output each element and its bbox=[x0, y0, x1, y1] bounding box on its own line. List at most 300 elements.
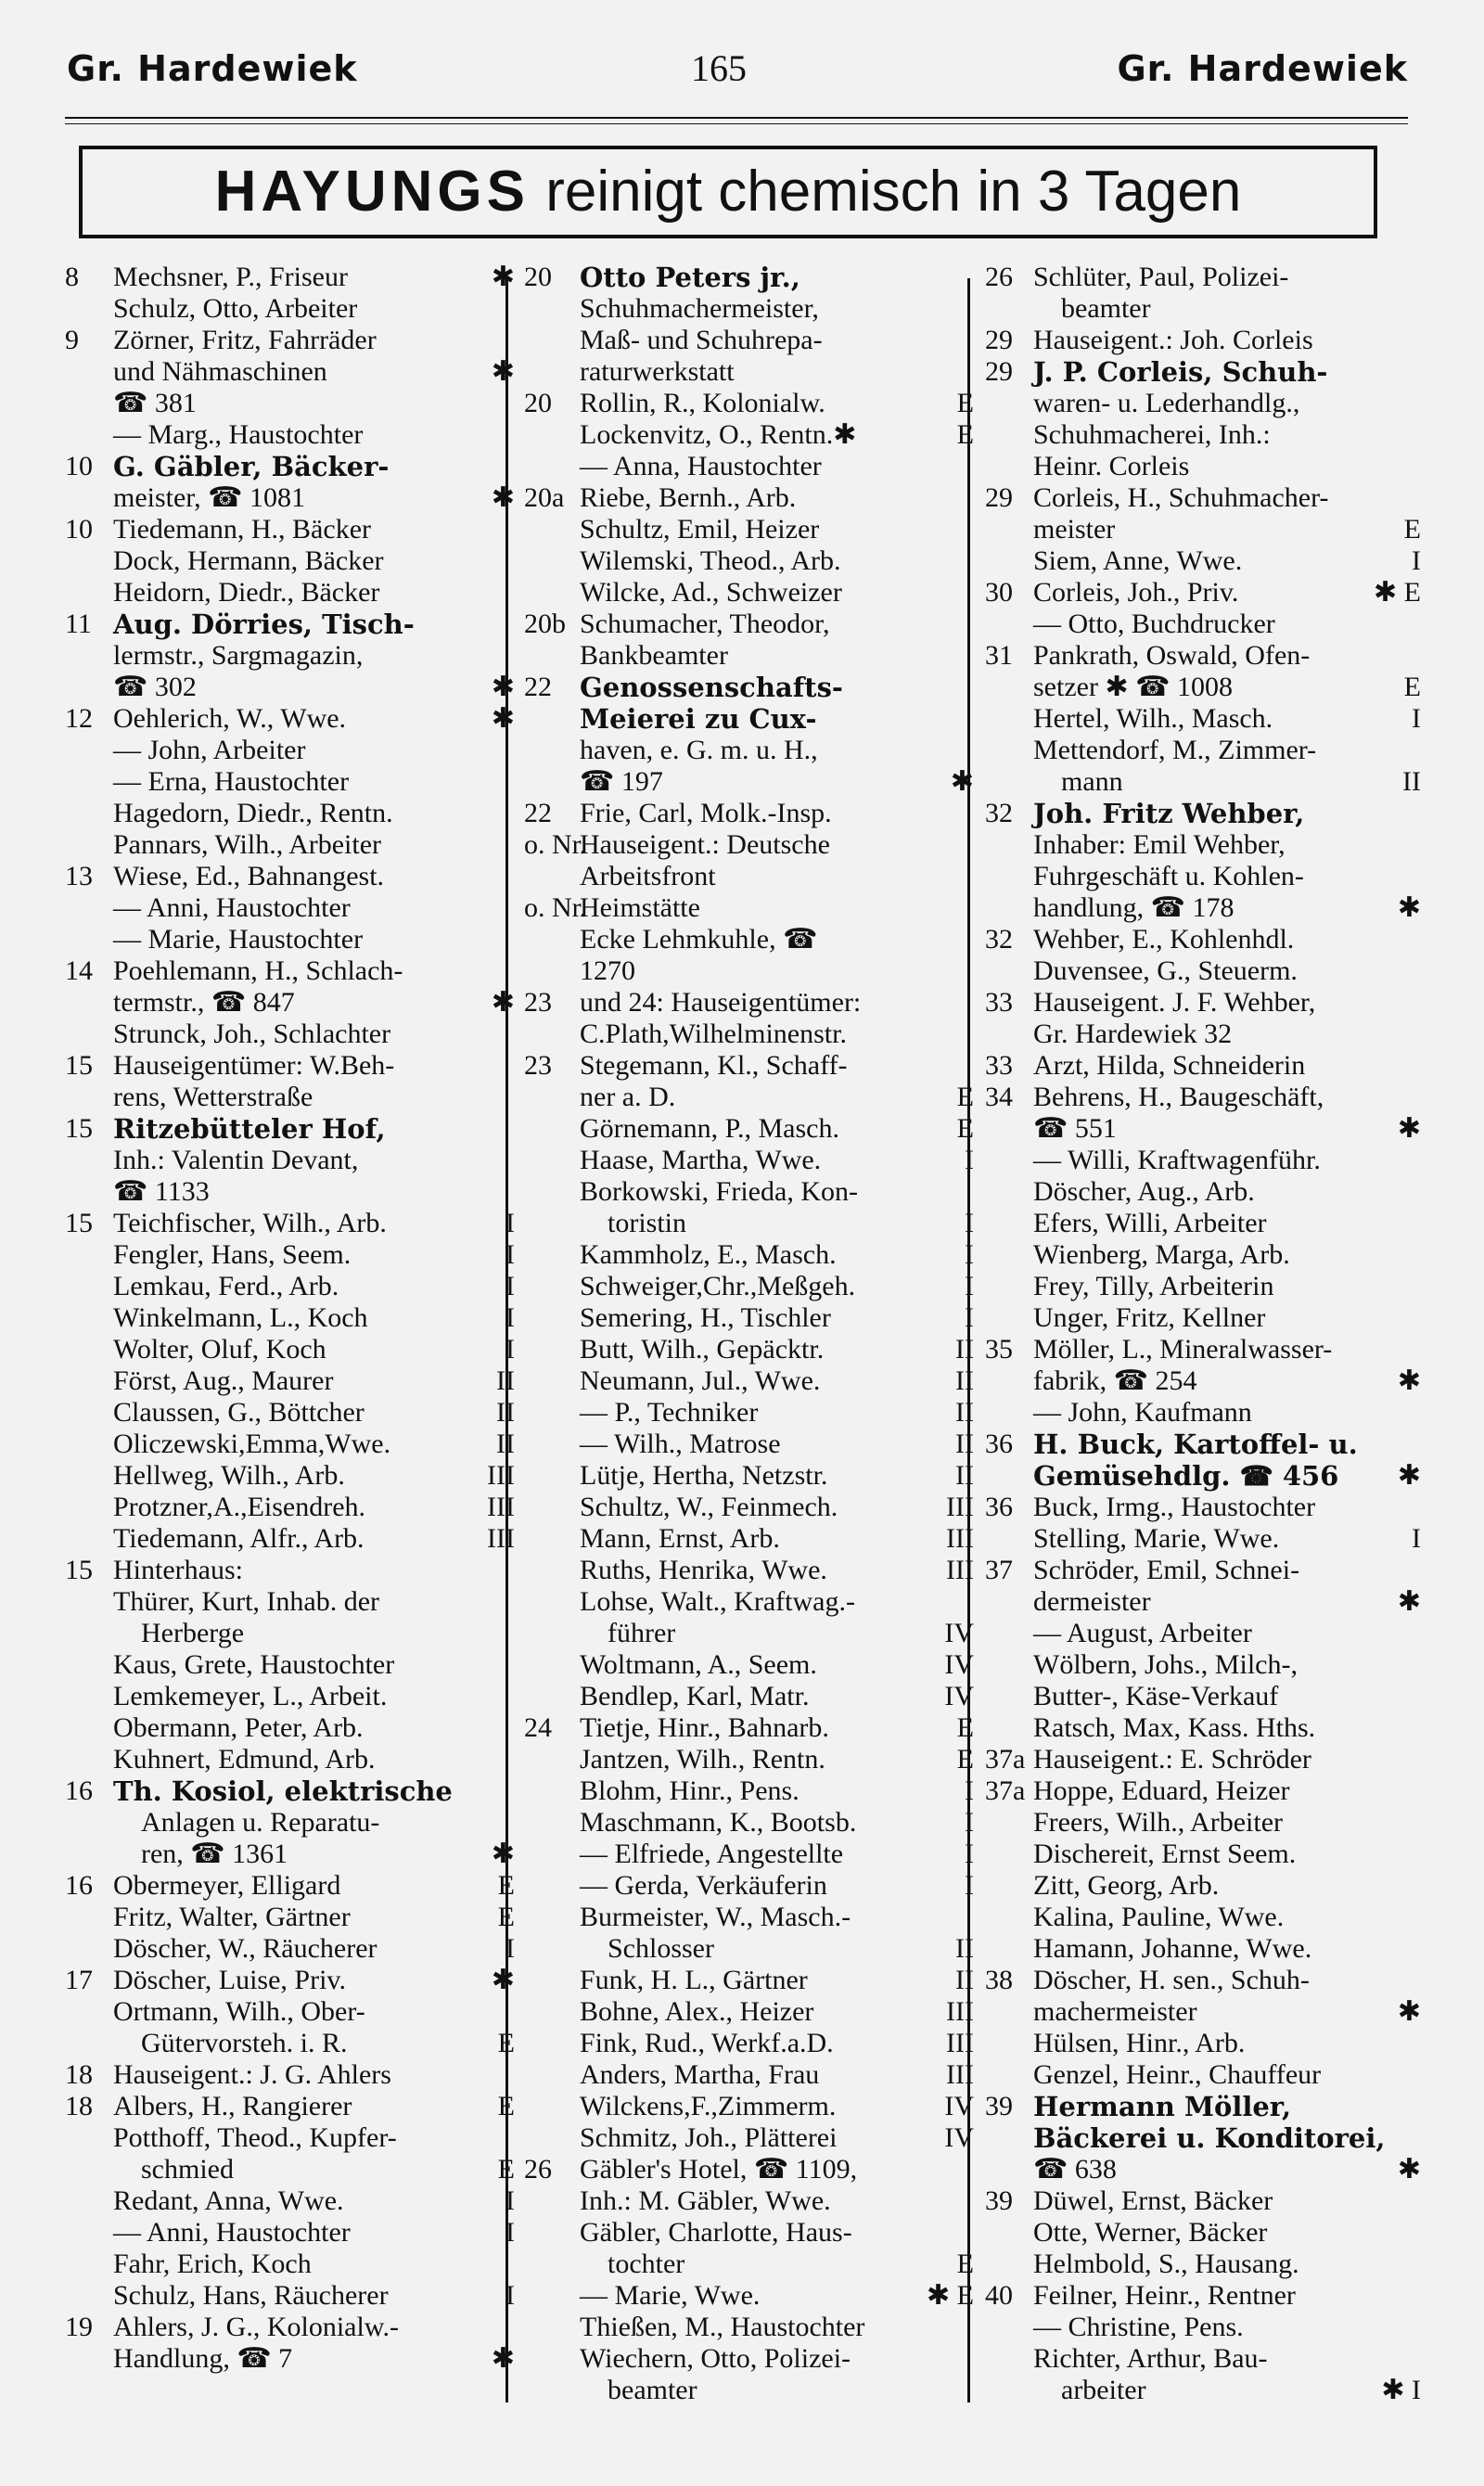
entry-text: Schweiger,Chr.,Meßgeh. bbox=[580, 1271, 856, 1301]
entry-text: Dischereit, Ernst Seem. bbox=[1033, 1839, 1297, 1869]
entry-text: Wilcke, Ad., Schweizer bbox=[580, 577, 842, 608]
directory-entry bbox=[65, 1555, 515, 1586]
directory-entry bbox=[985, 1712, 1421, 1744]
directory-entry bbox=[524, 577, 974, 609]
directory-entry bbox=[65, 1208, 515, 1239]
entry-text: Frey, Tilly, Arbeiterin bbox=[1033, 1271, 1274, 1301]
entry-text: Potthoff, Theod., Kupfer- bbox=[113, 2122, 397, 2153]
entry-text: Ahlers, J. G., Kolonialw.- bbox=[113, 2312, 400, 2342]
entry-text: Görnemann, P., Masch. bbox=[580, 1113, 839, 1144]
directory-entry bbox=[65, 1176, 515, 1208]
directory-entry bbox=[985, 1176, 1421, 1208]
entry-text: Duvensee, G., Steuerm. bbox=[1033, 955, 1298, 986]
floor-marker: ✱ bbox=[1397, 1113, 1421, 1144]
directory-entry bbox=[985, 1649, 1421, 1681]
directory-entry bbox=[524, 1460, 974, 1492]
house-number: 30 bbox=[985, 577, 1013, 608]
entry-text: Burmeister, W., Masch.- bbox=[580, 1902, 851, 1932]
entry-text: Unger, Fritz, Kellner bbox=[1033, 1302, 1266, 1333]
entry-text: Efers, Willi, Arbeiter bbox=[1033, 1208, 1267, 1238]
directory-entry bbox=[524, 1870, 974, 1902]
house-number: o. Nr. bbox=[524, 892, 587, 923]
house-number: 38 bbox=[985, 1965, 1013, 1995]
directory-entry bbox=[65, 1523, 515, 1555]
house-number: 10 bbox=[65, 514, 93, 545]
directory-entry bbox=[524, 1176, 974, 1208]
house-number: 29 bbox=[985, 356, 1013, 387]
directory-entry bbox=[985, 640, 1421, 672]
floor-marker: ✱ E bbox=[927, 2280, 974, 2311]
directory-entry bbox=[985, 1555, 1421, 1586]
floor-marker: III bbox=[946, 1996, 974, 2027]
house-number: 8 bbox=[65, 262, 79, 292]
house-number: 20a bbox=[524, 482, 565, 513]
entry-text: Schultz, W., Feinmech. bbox=[580, 1492, 838, 1522]
floor-marker: III bbox=[946, 1492, 974, 1522]
floor-marker: ✱ bbox=[491, 987, 515, 1018]
floor-marker: IV bbox=[944, 2122, 974, 2153]
entry-text: Schuhmacherei, Inh.: bbox=[1033, 419, 1271, 450]
entry-text: Albers, H., Rangierer bbox=[113, 2091, 352, 2121]
entry-text: Hauseigent.: Joh. Corleis bbox=[1033, 325, 1313, 355]
page-header bbox=[0, 0, 1484, 130]
directory-entry bbox=[524, 1334, 974, 1365]
advertisement-banner bbox=[79, 146, 1377, 238]
entry-text: dermeister bbox=[1033, 1586, 1151, 1617]
directory-entry bbox=[524, 735, 974, 766]
entry-text: Butter-, Käse-Verkauf bbox=[1033, 1681, 1279, 1711]
entry-text: Richter, Arthur, Bau- bbox=[1033, 2343, 1268, 2374]
entry-text: — P., Techniker bbox=[580, 1397, 759, 1428]
entry-text: Siem, Anne, Wwe. bbox=[1033, 545, 1243, 576]
directory-entry bbox=[65, 892, 515, 924]
house-number: 26 bbox=[985, 262, 1013, 292]
house-number: 20 bbox=[524, 262, 552, 292]
entry-text: ☎ 302 bbox=[113, 672, 197, 702]
entry-text: Düwel, Ernst, Bäcker bbox=[1033, 2185, 1273, 2216]
entry-text: Thießen, M., Haustochter bbox=[580, 2312, 865, 2342]
floor-marker: ✱ bbox=[491, 703, 515, 734]
floor-marker: III bbox=[487, 1523, 515, 1554]
header-right: Gr. Hardewiek bbox=[1117, 48, 1408, 89]
house-number: 14 bbox=[65, 955, 93, 986]
house-number: 36 bbox=[985, 1492, 1013, 1522]
house-number: 13 bbox=[65, 861, 93, 891]
floor-marker: ✱ bbox=[1397, 892, 1421, 923]
directory-entry bbox=[524, 1145, 974, 1176]
directory-entry bbox=[985, 1019, 1421, 1050]
directory-entry bbox=[524, 609, 974, 640]
directory-entry bbox=[65, 388, 515, 419]
entry-text: Schlosser bbox=[608, 1933, 714, 1964]
floor-marker: II bbox=[496, 1429, 515, 1459]
house-number: 20 bbox=[524, 388, 552, 418]
entry-text: Kammholz, E., Masch. bbox=[580, 1239, 837, 1270]
entry-text: toristin bbox=[608, 1208, 687, 1238]
entry-text: Maß- und Schuhrepa- bbox=[580, 325, 823, 355]
directory-entry bbox=[985, 2122, 1421, 2154]
directory-entry bbox=[985, 2028, 1421, 2059]
directory-entry bbox=[524, 2217, 974, 2249]
entry-text: ☎ 381 bbox=[113, 388, 197, 418]
entry-text: Ortmann, Wilh., Ober- bbox=[113, 1996, 365, 2027]
directory-entry bbox=[985, 1208, 1421, 1239]
entry-text: Rollin, R., Kolonialw. bbox=[580, 388, 825, 418]
house-number: 9 bbox=[65, 325, 79, 355]
house-number: 22 bbox=[524, 672, 552, 702]
entry-text: Winkelmann, L., Koch bbox=[113, 1302, 368, 1333]
floor-marker: E bbox=[1403, 514, 1421, 545]
house-number: 18 bbox=[65, 2059, 93, 2090]
directory-entry bbox=[985, 577, 1421, 609]
entry-text: Aug. Dörries, Tisch- bbox=[113, 609, 415, 640]
directory-entry bbox=[65, 1145, 515, 1176]
floor-marker: ✱ bbox=[1397, 1586, 1421, 1617]
entry-text: ren, ☎ 1361 bbox=[141, 1839, 288, 1869]
directory-entry bbox=[65, 1050, 515, 1082]
directory-entry bbox=[985, 1302, 1421, 1334]
entry-text: Corleis, Joh., Priv. bbox=[1033, 577, 1239, 608]
entry-text: Woltmann, A., Seem. bbox=[580, 1649, 817, 1680]
entry-text: Claussen, G., Böttcher bbox=[113, 1397, 365, 1428]
entry-text: Buck, Irmg., Haustochter bbox=[1033, 1492, 1316, 1522]
floor-marker: I bbox=[505, 1933, 515, 1964]
entry-text: beamter bbox=[1061, 293, 1151, 324]
floor-marker: I bbox=[505, 1334, 515, 1365]
entry-text: Teichfischer, Wilh., Arb. bbox=[113, 1208, 387, 1238]
directory-entry bbox=[65, 577, 515, 609]
entry-text: Lütje, Hertha, Netzstr. bbox=[580, 1460, 828, 1491]
directory-entry bbox=[524, 1775, 974, 1807]
entry-text: setzer ✱ ☎ 1008 bbox=[1033, 672, 1233, 702]
house-number: 39 bbox=[985, 2091, 1013, 2121]
entry-text: Joh. Fritz Wehber, bbox=[1033, 798, 1305, 829]
floor-marker: II bbox=[496, 1365, 515, 1396]
directory-entry bbox=[985, 1050, 1421, 1082]
directory-entry bbox=[985, 388, 1421, 419]
entry-text: Feilner, Heinr., Rentner bbox=[1033, 2280, 1296, 2311]
floor-marker: I bbox=[1412, 545, 1421, 576]
entry-text: Wiechern, Otto, Polizei- bbox=[580, 2343, 851, 2374]
entry-text: ☎ 551 bbox=[1033, 1113, 1117, 1144]
directory-entry bbox=[985, 1902, 1421, 1933]
directory-entry bbox=[524, 955, 974, 987]
directory-entry bbox=[524, 1113, 974, 1145]
entry-text: Bankbeamter bbox=[580, 640, 728, 671]
directory-entry bbox=[985, 1996, 1421, 2028]
directory-entry bbox=[524, 1555, 974, 1586]
directory-entry bbox=[524, 703, 974, 735]
house-number: 23 bbox=[524, 987, 552, 1018]
entry-text: und 24: Hauseigentümer: bbox=[580, 987, 862, 1018]
directory-entry bbox=[524, 1618, 974, 1649]
directory-column-1 bbox=[65, 262, 515, 2423]
floor-marker: E bbox=[1403, 672, 1421, 702]
entry-text: Otto Peters jr., bbox=[580, 262, 800, 293]
directory-entry bbox=[985, 293, 1421, 325]
floor-marker: E bbox=[956, 1744, 974, 1775]
house-number: 15 bbox=[65, 1555, 93, 1585]
floor-marker: E bbox=[497, 1902, 515, 1932]
entry-text: Gr. Hardewiek 32 bbox=[1033, 1019, 1233, 1049]
entry-text: Kalina, Pauline, Wwe. bbox=[1033, 1902, 1285, 1932]
entry-text: — Erna, Haustochter bbox=[113, 766, 350, 797]
entry-text: Meierei zu Cux- bbox=[580, 703, 817, 735]
directory-entry bbox=[65, 356, 515, 388]
floor-marker: I bbox=[965, 1807, 974, 1838]
page-number: 165 bbox=[691, 47, 747, 89]
entry-text: Genossenschafts- bbox=[580, 672, 843, 703]
directory-entry bbox=[65, 735, 515, 766]
header-left: Gr. Hardewiek bbox=[67, 48, 358, 89]
directory-entry bbox=[524, 451, 974, 482]
floor-marker: III bbox=[487, 1460, 515, 1491]
entry-text: Wehber, E., Kohlenhdl. bbox=[1033, 924, 1295, 955]
directory-entry bbox=[985, 2217, 1421, 2249]
directory-entry bbox=[524, 1996, 974, 2028]
entry-text: Kuhnert, Edmund, Arb. bbox=[113, 1744, 376, 1775]
directory-entry bbox=[65, 1933, 515, 1965]
directory-entry bbox=[65, 1870, 515, 1902]
entry-text: Wienberg, Marga, Arb. bbox=[1033, 1239, 1290, 1270]
entry-text: Bendlep, Karl, Matr. bbox=[580, 1681, 810, 1711]
entry-text: meister, ☎ 1081 bbox=[113, 482, 305, 513]
directory-entry bbox=[65, 861, 515, 892]
directory-entry bbox=[524, 2091, 974, 2122]
directory-entry bbox=[985, 1429, 1421, 1460]
entry-text: — Anni, Haustochter bbox=[113, 2217, 351, 2248]
entry-text: Gäbler, Charlotte, Haus- bbox=[580, 2217, 852, 2248]
directory-entry bbox=[524, 766, 974, 798]
entry-text: — Elfriede, Angestellte bbox=[580, 1839, 844, 1869]
floor-marker: ✱ I bbox=[1381, 2375, 1421, 2405]
directory-entry bbox=[524, 1586, 974, 1618]
entry-text: Dock, Hermann, Bäcker bbox=[113, 545, 384, 576]
house-number: 37 bbox=[985, 1555, 1013, 1585]
directory-entry bbox=[524, 1902, 974, 1933]
entry-text: Helmbold, S., Hausang. bbox=[1033, 2249, 1299, 2279]
directory-entry bbox=[65, 1429, 515, 1460]
entry-text: Semering, H., Tischler bbox=[580, 1302, 831, 1333]
directory-entry bbox=[524, 419, 974, 451]
directory-entry bbox=[985, 1618, 1421, 1649]
directory-entry bbox=[985, 2312, 1421, 2343]
entry-text: Fritz, Walter, Gärtner bbox=[113, 1902, 351, 1932]
entry-text: Lohse, Walt., Kraftwag.- bbox=[580, 1586, 855, 1617]
entry-text: Jantzen, Wilh., Rentn. bbox=[580, 1744, 825, 1775]
house-number: 34 bbox=[985, 1082, 1013, 1112]
entry-text: Gemüsehdlg. ☎ 456 bbox=[1033, 1460, 1339, 1492]
directory-entry bbox=[65, 703, 515, 735]
directory-entry bbox=[524, 2122, 974, 2154]
floor-marker: I bbox=[505, 1271, 515, 1301]
floor-marker: I bbox=[965, 1870, 974, 1901]
floor-marker: ✱ bbox=[1397, 2154, 1421, 2185]
house-number: 10 bbox=[65, 451, 93, 481]
floor-marker: IV bbox=[944, 2091, 974, 2121]
directory-entry bbox=[524, 640, 974, 672]
floor-marker: ✱ bbox=[1397, 1365, 1421, 1396]
entry-text: Heinr. Corleis bbox=[1033, 451, 1190, 481]
directory-entry bbox=[985, 2059, 1421, 2091]
entry-text: machermeister bbox=[1033, 1996, 1197, 2027]
entry-text: haven, e. G. m. u. H., bbox=[580, 735, 818, 765]
entry-text: Schröder, Emil, Schnei- bbox=[1033, 1555, 1300, 1585]
entry-text: Hermann Möller, bbox=[1033, 2091, 1292, 2122]
entry-text: Butt, Wilh., Gepäcktr. bbox=[580, 1334, 825, 1365]
house-number: 32 bbox=[985, 798, 1013, 828]
directory-entry bbox=[985, 1239, 1421, 1271]
directory-entry bbox=[65, 262, 515, 293]
entry-text: — Christine, Pens. bbox=[1033, 2312, 1244, 2342]
directory-entry bbox=[524, 1019, 974, 1050]
house-number: 20b bbox=[524, 609, 566, 639]
floor-marker: E bbox=[956, 419, 974, 450]
directory-entry bbox=[985, 1523, 1421, 1555]
directory-entry bbox=[65, 451, 515, 482]
directory-column-3 bbox=[985, 262, 1421, 2423]
floor-marker: I bbox=[965, 1271, 974, 1301]
house-number: 29 bbox=[985, 325, 1013, 355]
floor-marker: E bbox=[497, 2091, 515, 2121]
entry-text: Lockenvitz, O., Rentn.✱ bbox=[580, 419, 857, 450]
entry-text: Obermann, Peter, Arb. bbox=[113, 1712, 364, 1743]
entry-text: Behrens, H., Baugeschäft, bbox=[1033, 1082, 1324, 1112]
directory-entry bbox=[524, 1302, 974, 1334]
directory-entry bbox=[65, 325, 515, 356]
floor-marker: I bbox=[965, 1239, 974, 1270]
entry-text: Bäckerei u. Konditorei, bbox=[1033, 2122, 1386, 2154]
directory-entry bbox=[524, 1523, 974, 1555]
house-number: 16 bbox=[65, 1870, 93, 1901]
entry-text: Genzel, Heinr., Chauffeur bbox=[1033, 2059, 1322, 2090]
directory-entry bbox=[65, 2059, 515, 2091]
entry-text: — Anni, Haustochter bbox=[113, 892, 351, 923]
directory-entry bbox=[524, 2280, 974, 2312]
entry-text: — Otto, Buchdrucker bbox=[1033, 609, 1275, 639]
entry-text: Heidorn, Diedr., Bäcker bbox=[113, 577, 380, 608]
floor-marker: I bbox=[965, 1208, 974, 1238]
entry-text: schmied bbox=[141, 2154, 234, 2185]
entry-text: Hertel, Wilh., Masch. bbox=[1033, 703, 1273, 734]
directory-entry bbox=[985, 766, 1421, 798]
directory-entry bbox=[524, 2312, 974, 2343]
entry-text: Thürer, Kurt, Inhab. der bbox=[113, 1586, 380, 1617]
entry-text: Wilemski, Theod., Arb. bbox=[580, 545, 841, 576]
directory-entry bbox=[524, 1271, 974, 1302]
floor-marker: I bbox=[965, 1839, 974, 1869]
floor-marker: II bbox=[955, 1429, 974, 1459]
directory-entry bbox=[985, 2280, 1421, 2312]
house-number: 24 bbox=[524, 1712, 552, 1743]
entry-text: Ecke Lehmkuhle, ☎ bbox=[580, 924, 818, 955]
house-number: 17 bbox=[65, 1965, 93, 1995]
directory-entry bbox=[65, 1649, 515, 1681]
entry-text: Haase, Martha, Wwe. bbox=[580, 1145, 822, 1175]
entry-text: Hauseigent.: J. G. Ahlers bbox=[113, 2059, 391, 2090]
entry-text: Fengler, Hans, Seem. bbox=[113, 1239, 352, 1270]
entry-text: Arbeitsfront bbox=[580, 861, 716, 891]
floor-marker: E bbox=[956, 1082, 974, 1112]
directory-entry bbox=[985, 2343, 1421, 2375]
house-number: 31 bbox=[985, 640, 1013, 671]
entry-text: Oliczewski,Emma,Wwe. bbox=[113, 1429, 391, 1459]
entry-text: Inhaber: Emil Wehber, bbox=[1033, 829, 1286, 860]
directory-entry bbox=[524, 545, 974, 577]
entry-text: Otte, Werner, Bäcker bbox=[1033, 2217, 1268, 2248]
directory-entry bbox=[65, 829, 515, 861]
entry-text: J. P. Corleis, Schuh- bbox=[1033, 356, 1328, 388]
directory-entry bbox=[524, 1082, 974, 1113]
directory-entry bbox=[524, 2375, 974, 2406]
header-rule-thin bbox=[65, 123, 1408, 124]
floor-marker: ✱ bbox=[491, 2343, 515, 2374]
directory-entry bbox=[65, 1807, 515, 1839]
directory-entry bbox=[985, 1933, 1421, 1965]
entry-text: Borkowski, Frieda, Kon- bbox=[580, 1176, 858, 1207]
entry-text: raturwerkstatt bbox=[580, 356, 735, 387]
directory-entry bbox=[985, 703, 1421, 735]
directory-entry bbox=[65, 482, 515, 514]
directory-entry bbox=[65, 419, 515, 451]
entry-text: — John, Kaufmann bbox=[1033, 1397, 1252, 1428]
directory-entry bbox=[985, 2091, 1421, 2122]
floor-marker: I bbox=[505, 1208, 515, 1238]
directory-entry bbox=[524, 1839, 974, 1870]
directory-entry bbox=[985, 955, 1421, 987]
directory-entry bbox=[524, 1681, 974, 1712]
entry-text: Tietje, Hinr., Bahnarb. bbox=[580, 1712, 829, 1743]
directory-entry bbox=[65, 1302, 515, 1334]
floor-marker: ✱ bbox=[491, 1965, 515, 1995]
directory-entry bbox=[985, 861, 1421, 892]
floor-marker: II bbox=[955, 1334, 974, 1365]
directory-entry bbox=[65, 1775, 515, 1807]
entry-text: Riebe, Bernh., Arb. bbox=[580, 482, 797, 513]
directory-entry bbox=[985, 1145, 1421, 1176]
floor-marker: E bbox=[497, 1870, 515, 1901]
entry-text: C.Plath,Wilhelminenstr. bbox=[580, 1019, 847, 1049]
floor-marker: II bbox=[955, 1460, 974, 1491]
floor-marker: ✱ bbox=[491, 356, 515, 387]
directory-entry bbox=[985, 2249, 1421, 2280]
entry-text: Wolter, Oluf, Koch bbox=[113, 1334, 326, 1365]
floor-marker: E bbox=[956, 1113, 974, 1144]
directory-entry bbox=[65, 1712, 515, 1744]
directory-entry bbox=[985, 1775, 1421, 1807]
entry-text: fabrik, ☎ 254 bbox=[1033, 1365, 1197, 1396]
entry-text: handlung, ☎ 178 bbox=[1033, 892, 1235, 923]
floor-marker: II bbox=[1402, 766, 1421, 797]
entry-text: Fahr, Erich, Koch bbox=[113, 2249, 312, 2279]
floor-marker: ✱ bbox=[491, 1839, 515, 1869]
ad-brand: HAYUNGS bbox=[214, 160, 530, 224]
entry-text: Ratsch, Max, Kass. Hths. bbox=[1033, 1712, 1316, 1743]
directory-entry bbox=[65, 1965, 515, 1996]
entry-text: Frie, Carl, Molk.-Insp. bbox=[580, 798, 832, 828]
directory-entry bbox=[65, 2312, 515, 2343]
directory-entry bbox=[65, 640, 515, 672]
entry-text: — Anna, Haustochter bbox=[580, 451, 822, 481]
entry-text: — John, Arbeiter bbox=[113, 735, 306, 765]
floor-marker: ✱ bbox=[1397, 1460, 1421, 1491]
directory-entry bbox=[65, 1681, 515, 1712]
directory-entry bbox=[985, 1870, 1421, 1902]
entry-text: waren- u. Lederhandlg., bbox=[1033, 388, 1300, 418]
directory-entry bbox=[65, 2343, 515, 2375]
directory-entry bbox=[985, 545, 1421, 577]
directory-entry bbox=[65, 2122, 515, 2154]
